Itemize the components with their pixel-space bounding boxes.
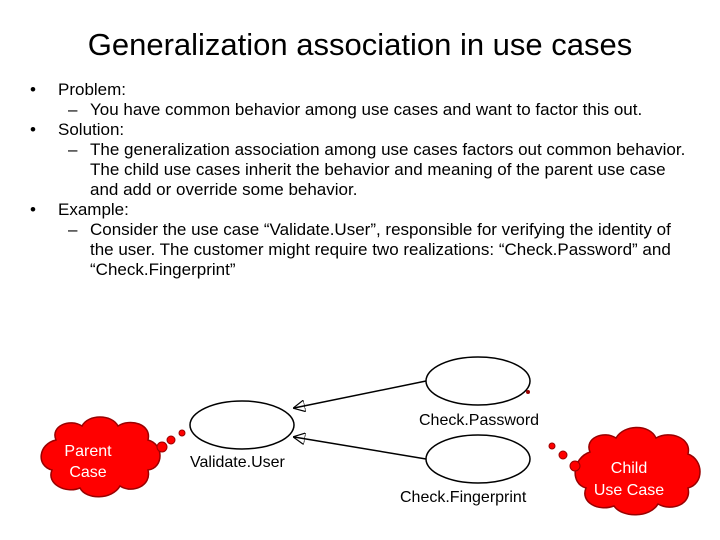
parent-cloud-tail-small (179, 430, 185, 436)
child-callout-line-2: Use Case (593, 482, 665, 499)
parent-case-callout (41, 417, 185, 497)
sub-bullet-marker: – (68, 220, 78, 239)
validate-user-ellipse[interactable] (190, 401, 294, 449)
child-cloud-tail-large (570, 461, 580, 471)
sub-bullet-text: The generalization association among use cases factors out common behavior. The child use cases inherit the behavior and meaning of the parent use case and add or override some behavior. (90, 140, 686, 199)
bullet-label: Example: (58, 200, 129, 219)
connector-dot (526, 390, 530, 394)
child-cloud-tail-medium (559, 451, 567, 459)
parent-cloud-tail-medium (167, 436, 175, 444)
child-use-case-callout (549, 428, 700, 515)
generalization-arrow-fingerprint (294, 437, 426, 459)
check-fingerprint-ellipse[interactable] (426, 435, 530, 483)
parent-callout-line-1: Parent (64, 443, 112, 460)
sub-bullet-marker: – (68, 100, 78, 119)
parent-callout-line-2: Case (69, 464, 107, 481)
check-password-ellipse[interactable] (426, 357, 530, 405)
bullet-label: Solution: (58, 120, 125, 139)
child-callout-line-1: Child (610, 460, 648, 477)
parent-cloud-tail-large (157, 442, 167, 452)
validate-user-label: Validate.User (190, 454, 285, 471)
check-password-label: Check.Password (419, 412, 540, 429)
child-cloud-tail-small (549, 443, 555, 449)
bullet-marker: • (30, 120, 36, 139)
slide-title: Generalization association in use cases (87, 27, 633, 62)
check-fingerprint-label: Check.Fingerprint (400, 489, 527, 506)
generalization-arrow-password (294, 381, 426, 408)
sub-bullet-marker: – (68, 140, 78, 159)
bullet-marker: • (30, 80, 36, 99)
bullet-marker: • (30, 200, 36, 219)
sub-bullet-text: Consider the use case “Validate.User”, responsible for verifying the identity of the user. The customer might require two realizations: “Check.Password” and “Check.Fingerprint” (90, 220, 671, 279)
sub-bullet-text: You have common behavior among use cases and want to factor this out. (90, 100, 643, 119)
bullet-label: Problem: (58, 80, 127, 99)
